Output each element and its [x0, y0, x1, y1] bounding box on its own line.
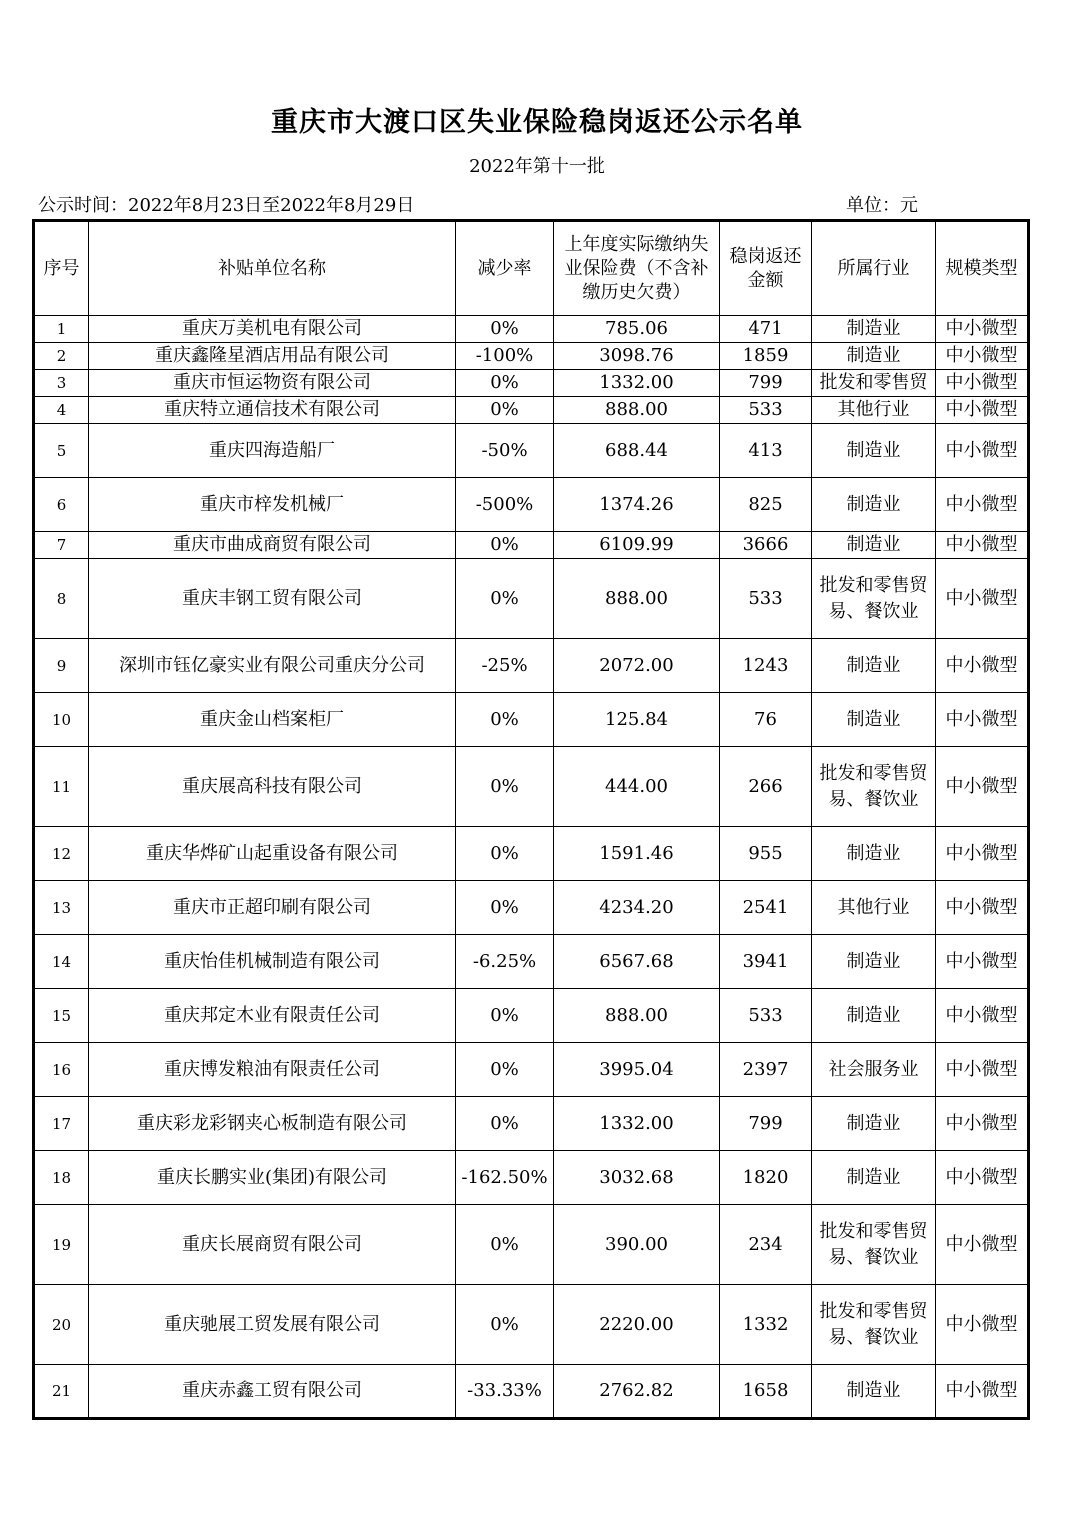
cell-industry: 批发和零售贸易、餐饮业 [812, 747, 936, 827]
cell-rate: -100% [456, 343, 554, 370]
table-row [34, 881, 1029, 935]
cell-scale: 中小微型 [936, 478, 1029, 532]
cell-fee: 688.44 [554, 424, 720, 478]
cell-rate: 0% [456, 1285, 554, 1365]
cell-company: 重庆四海造船厂 [89, 424, 456, 478]
table-row [34, 478, 1029, 532]
cell-industry: 制造业 [812, 693, 936, 747]
cell-company: 重庆华烨矿山起重设备有限公司 [89, 827, 456, 881]
cell-company: 重庆市梓发机械厂 [89, 478, 456, 532]
cell-industry: 批发和零售贸 [812, 370, 936, 397]
cell-amount: 266 [720, 747, 812, 827]
cell-fee: 125.84 [554, 693, 720, 747]
cell-scale: 中小微型 [936, 316, 1029, 343]
cell-industry: 制造业 [812, 935, 936, 989]
cell-company: 重庆博发粮油有限责任公司 [89, 1043, 456, 1097]
cell-amount: 3666 [720, 532, 812, 559]
table-row [34, 370, 1029, 397]
cell-no: 9 [34, 639, 89, 693]
header-scale: 规模类型 [936, 221, 1029, 316]
cell-scale: 中小微型 [936, 370, 1029, 397]
cell-industry: 批发和零售贸易、餐饮业 [812, 559, 936, 639]
table-row [34, 827, 1029, 881]
cell-rate: -6.25% [456, 935, 554, 989]
cell-amount: 1820 [720, 1151, 812, 1205]
table-row [34, 1285, 1029, 1365]
cell-fee: 390.00 [554, 1205, 720, 1285]
cell-industry: 制造业 [812, 1151, 936, 1205]
cell-rate: 0% [456, 397, 554, 424]
cell-company: 重庆万美机电有限公司 [89, 316, 456, 343]
cell-scale: 中小微型 [936, 935, 1029, 989]
cell-industry: 制造业 [812, 989, 936, 1043]
cell-scale: 中小微型 [936, 881, 1029, 935]
cell-fee: 4234.20 [554, 881, 720, 935]
cell-company: 重庆长鹏实业(集团)有限公司 [89, 1151, 456, 1205]
table-row [34, 1097, 1029, 1151]
cell-industry: 制造业 [812, 639, 936, 693]
cell-industry: 制造业 [812, 343, 936, 370]
cell-amount: 1859 [720, 343, 812, 370]
table-row [34, 397, 1029, 424]
cell-no: 17 [34, 1097, 89, 1151]
cell-fee: 3995.04 [554, 1043, 720, 1097]
cell-amount: 2541 [720, 881, 812, 935]
cell-fee: 444.00 [554, 747, 720, 827]
cell-scale: 中小微型 [936, 747, 1029, 827]
cell-fee: 3098.76 [554, 343, 720, 370]
cell-rate: 0% [456, 1043, 554, 1097]
header-rate: 减少率 [456, 221, 554, 316]
table-row [34, 424, 1029, 478]
cell-rate: 0% [456, 316, 554, 343]
cell-no: 21 [34, 1365, 89, 1419]
cell-no: 20 [34, 1285, 89, 1365]
cell-scale: 中小微型 [936, 1151, 1029, 1205]
cell-fee: 2762.82 [554, 1365, 720, 1419]
cell-no: 16 [34, 1043, 89, 1097]
cell-no: 18 [34, 1151, 89, 1205]
table-row [34, 989, 1029, 1043]
cell-company: 重庆市恒运物资有限公司 [89, 370, 456, 397]
cell-rate: 0% [456, 1205, 554, 1285]
cell-industry: 批发和零售贸易、餐饮业 [812, 1285, 936, 1365]
cell-no: 5 [34, 424, 89, 478]
cell-no: 11 [34, 747, 89, 827]
table-row [34, 316, 1029, 343]
table-row [34, 639, 1029, 693]
table-row [34, 343, 1029, 370]
table-row [34, 1205, 1029, 1285]
cell-no: 1 [34, 316, 89, 343]
cell-company: 重庆市正超印刷有限公司 [89, 881, 456, 935]
table-row [34, 1365, 1029, 1419]
table-row [34, 693, 1029, 747]
cell-rate: 0% [456, 693, 554, 747]
cell-company: 重庆彩龙彩钢夹心板制造有限公司 [89, 1097, 456, 1151]
cell-no: 13 [34, 881, 89, 935]
cell-company: 重庆展高科技有限公司 [89, 747, 456, 827]
cell-amount: 825 [720, 478, 812, 532]
table-row [34, 935, 1029, 989]
cell-scale: 中小微型 [936, 1365, 1029, 1419]
cell-amount: 1658 [720, 1365, 812, 1419]
cell-scale: 中小微型 [936, 343, 1029, 370]
table-row [34, 1043, 1029, 1097]
cell-amount: 1243 [720, 639, 812, 693]
header-industry: 所属行业 [812, 221, 936, 316]
cell-scale: 中小微型 [936, 1043, 1029, 1097]
header-amount: 稳岗返还金额 [720, 221, 812, 316]
cell-industry: 其他行业 [812, 881, 936, 935]
cell-fee: 1332.00 [554, 370, 720, 397]
cell-company: 深圳市钰亿豪实业有限公司重庆分公司 [89, 639, 456, 693]
cell-no: 4 [34, 397, 89, 424]
table-row [34, 532, 1029, 559]
cell-no: 7 [34, 532, 89, 559]
cell-scale: 中小微型 [936, 639, 1029, 693]
cell-no: 10 [34, 693, 89, 747]
cell-company: 重庆丰钢工贸有限公司 [89, 559, 456, 639]
cell-industry: 制造业 [812, 827, 936, 881]
cell-rate: 0% [456, 747, 554, 827]
cell-industry: 社会服务业 [812, 1043, 936, 1097]
cell-fee: 1374.26 [554, 478, 720, 532]
cell-industry: 其他行业 [812, 397, 936, 424]
cell-company: 重庆邦定木业有限责任公司 [89, 989, 456, 1043]
publish-time: 公示时间：2022年8月23日至2022年8月29日 [38, 195, 415, 216]
cell-rate: 0% [456, 370, 554, 397]
cell-industry: 制造业 [812, 316, 936, 343]
cell-no: 14 [34, 935, 89, 989]
cell-company: 重庆长展商贸有限公司 [89, 1205, 456, 1285]
cell-fee: 6109.99 [554, 532, 720, 559]
cell-fee: 2220.00 [554, 1285, 720, 1365]
header-no: 序号 [34, 221, 89, 316]
cell-no: 2 [34, 343, 89, 370]
cell-scale: 中小微型 [936, 532, 1029, 559]
cell-amount: 76 [720, 693, 812, 747]
cell-amount: 533 [720, 397, 812, 424]
cell-fee: 888.00 [554, 397, 720, 424]
cell-amount: 3941 [720, 935, 812, 989]
cell-rate: 0% [456, 559, 554, 639]
cell-fee: 6567.68 [554, 935, 720, 989]
header-fee: 上年度实际缴纳失业保险费（不含补缴历史欠费） [554, 221, 720, 316]
cell-rate: -33.33% [456, 1365, 554, 1419]
cell-scale: 中小微型 [936, 827, 1029, 881]
table-row [34, 559, 1029, 639]
table-body [34, 316, 1029, 1419]
table-row [34, 747, 1029, 827]
cell-scale: 中小微型 [936, 424, 1029, 478]
cell-company: 重庆赤鑫工贸有限公司 [89, 1365, 456, 1419]
cell-no: 8 [34, 559, 89, 639]
cell-amount: 234 [720, 1205, 812, 1285]
subsidy-table [32, 219, 1030, 1420]
table-row [34, 1151, 1029, 1205]
cell-fee: 785.06 [554, 316, 720, 343]
page-title: 重庆市大渡口区失业保险稳岗返还公示名单 [271, 107, 803, 138]
cell-scale: 中小微型 [936, 989, 1029, 1043]
cell-rate: 0% [456, 881, 554, 935]
cell-rate: -500% [456, 478, 554, 532]
cell-company: 重庆金山档案柜厂 [89, 693, 456, 747]
cell-industry: 制造业 [812, 532, 936, 559]
cell-no: 12 [34, 827, 89, 881]
cell-no: 15 [34, 989, 89, 1043]
cell-rate: 0% [456, 1097, 554, 1151]
cell-industry: 制造业 [812, 1365, 936, 1419]
cell-no: 6 [34, 478, 89, 532]
cell-rate: 0% [456, 827, 554, 881]
cell-amount: 2397 [720, 1043, 812, 1097]
cell-scale: 中小微型 [936, 1097, 1029, 1151]
cell-amount: 533 [720, 989, 812, 1043]
cell-fee: 3032.68 [554, 1151, 720, 1205]
unit-label: 单位：元 [846, 195, 918, 216]
cell-scale: 中小微型 [936, 1205, 1029, 1285]
cell-amount: 471 [720, 316, 812, 343]
cell-scale: 中小微型 [936, 693, 1029, 747]
cell-company: 重庆怡佳机械制造有限公司 [89, 935, 456, 989]
cell-amount: 1332 [720, 1285, 812, 1365]
cell-company: 重庆鑫隆星酒店用品有限公司 [89, 343, 456, 370]
cell-company: 重庆市曲成商贸有限公司 [89, 532, 456, 559]
cell-rate: 0% [456, 989, 554, 1043]
cell-industry: 制造业 [812, 478, 936, 532]
cell-industry: 制造业 [812, 1097, 936, 1151]
cell-amount: 799 [720, 370, 812, 397]
cell-industry: 批发和零售贸易、餐饮业 [812, 1205, 936, 1285]
cell-rate: -50% [456, 424, 554, 478]
batch-subtitle: 2022年第十一批 [469, 156, 605, 177]
cell-fee: 888.00 [554, 559, 720, 639]
cell-rate: -25% [456, 639, 554, 693]
cell-company: 重庆特立通信技术有限公司 [89, 397, 456, 424]
cell-no: 19 [34, 1205, 89, 1285]
cell-amount: 955 [720, 827, 812, 881]
cell-amount: 799 [720, 1097, 812, 1151]
cell-rate: -162.50% [456, 1151, 554, 1205]
cell-no: 3 [34, 370, 89, 397]
cell-fee: 1591.46 [554, 827, 720, 881]
cell-scale: 中小微型 [936, 397, 1029, 424]
table-header-row [34, 221, 1029, 316]
cell-fee: 1332.00 [554, 1097, 720, 1151]
cell-amount: 413 [720, 424, 812, 478]
cell-amount: 533 [720, 559, 812, 639]
cell-scale: 中小微型 [936, 1285, 1029, 1365]
header-company: 补贴单位名称 [89, 221, 456, 316]
cell-fee: 888.00 [554, 989, 720, 1043]
cell-scale: 中小微型 [936, 559, 1029, 639]
cell-fee: 2072.00 [554, 639, 720, 693]
cell-industry: 制造业 [812, 424, 936, 478]
cell-company: 重庆驰展工贸发展有限公司 [89, 1285, 456, 1365]
cell-rate: 0% [456, 532, 554, 559]
